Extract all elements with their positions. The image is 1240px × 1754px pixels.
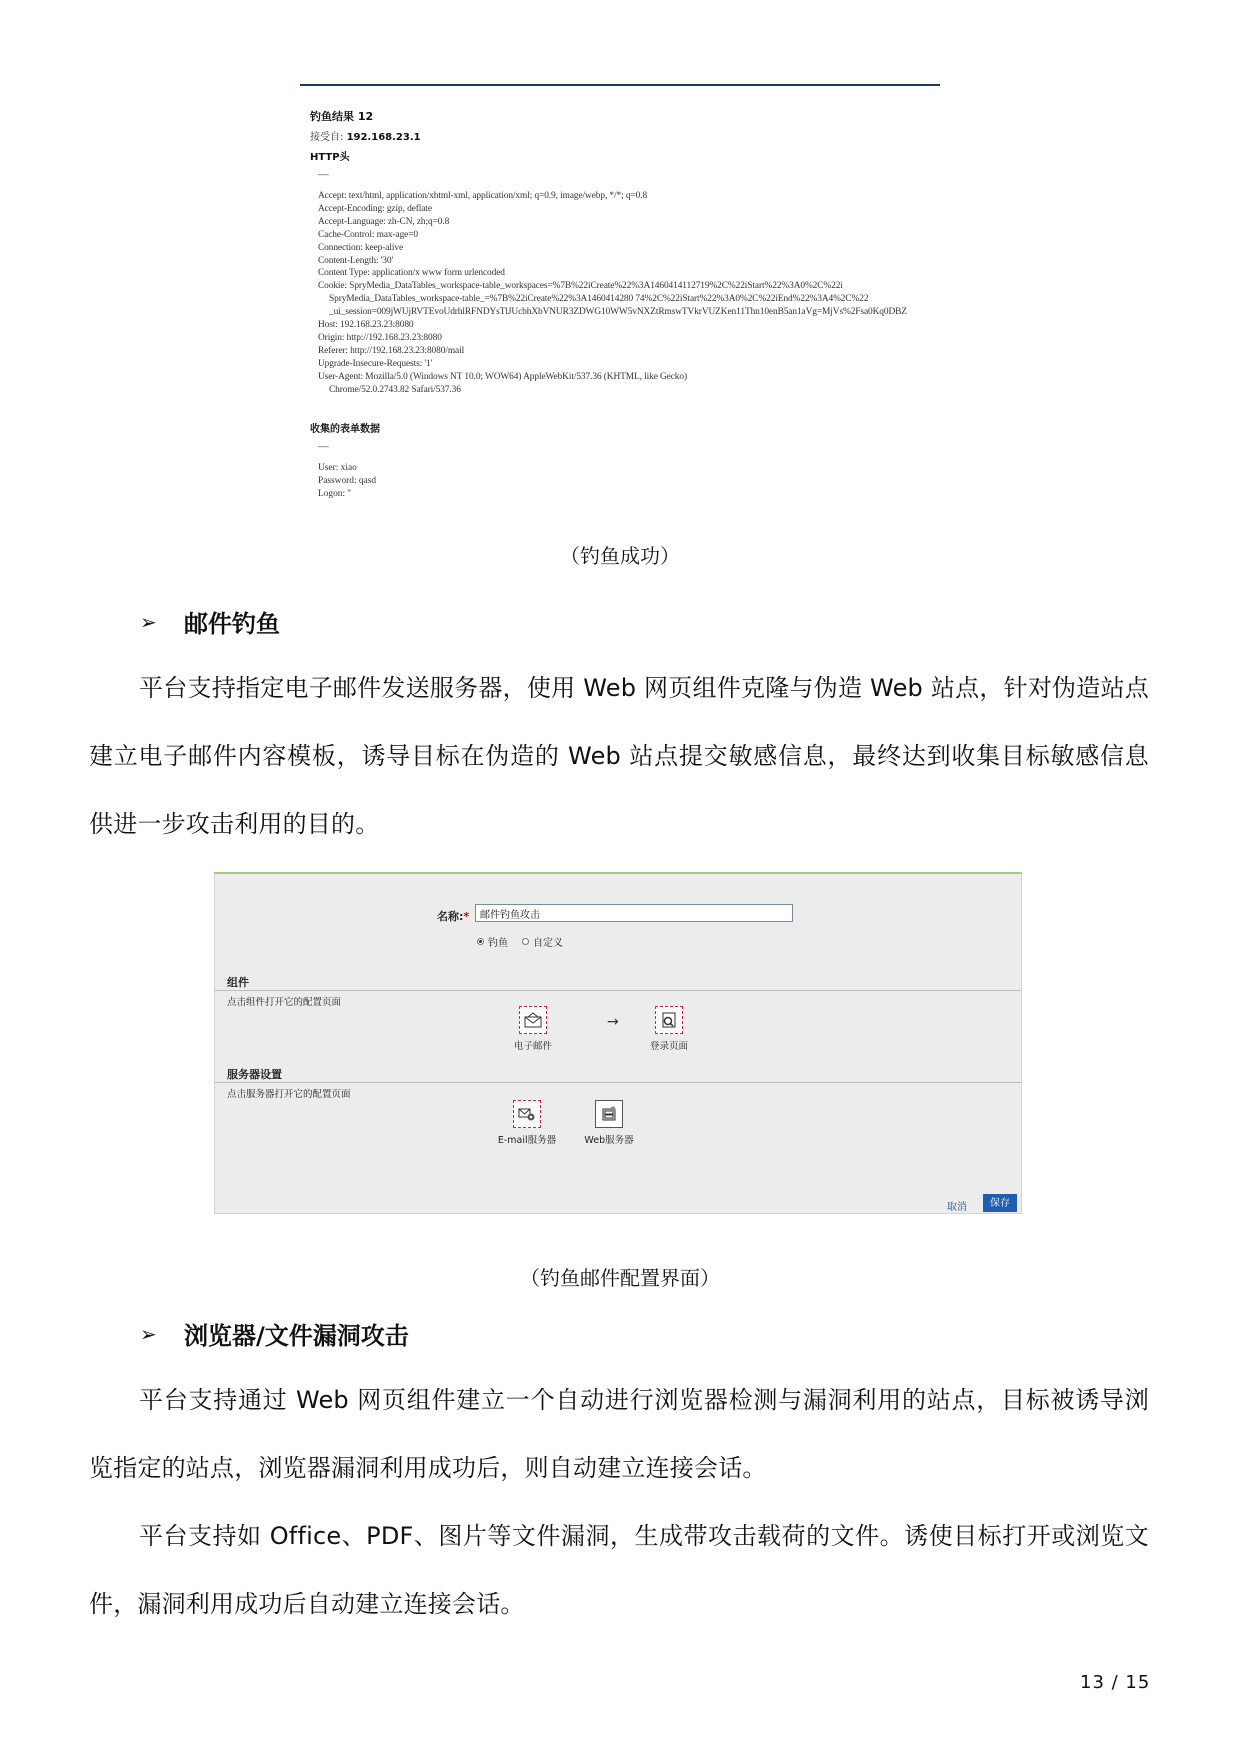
body-paragraph: 平台支持指定电子邮件发送服务器，使用 Web 网页组件克隆与伪造 Web 站点，针对伪造站点建立电子邮件内容模板，诱导目标在伪造的 Web 站点提交敏感信息，最终达到收集目标敏感信息供进一步攻击利用的目的。 bbox=[89, 674, 1149, 838]
email-server-icon[interactable] bbox=[513, 1100, 541, 1128]
form-field-line: Logon: '' bbox=[318, 488, 351, 499]
name-field-label bbox=[437, 908, 469, 924]
radio-label: 钓鱼 bbox=[488, 938, 508, 949]
body-paragraph: 平台支持通过 Web 网页组件建立一个自动进行浏览器检测与漏洞利用的站点，目标被诱导浏览指定的站点，浏览器漏洞利用成功后，则自动建立连接会话。 bbox=[89, 1386, 1149, 1482]
receive-label: 接受自: bbox=[310, 132, 344, 143]
component-email-tile[interactable] bbox=[497, 1006, 569, 1052]
web-server-icon[interactable] bbox=[595, 1100, 623, 1128]
login-page-icon[interactable] bbox=[655, 1006, 683, 1034]
header-line: Origin: http://192.168.23.23:8080 bbox=[318, 332, 442, 343]
header-line: User-Agent: Mozilla/5.0 (Windows NT 10.0; WOW64) AppleWebKit/537.36 (KHTML, like Gecko) bbox=[318, 371, 687, 382]
header-line: Accept-Encoding: gzip, deflate bbox=[318, 203, 432, 214]
bullet-arrow-icon: ➢ bbox=[140, 1321, 157, 1346]
figure-caption: （钓鱼邮件配置界面） bbox=[520, 1266, 720, 1290]
phishing-result-screenshot bbox=[300, 84, 940, 504]
radio-dot-icon[interactable] bbox=[522, 938, 529, 945]
header-line: Chrome/52.0.2743.82 Safari/537.36 bbox=[329, 384, 461, 395]
radio-phishing[interactable] bbox=[477, 934, 508, 949]
type-radio-group bbox=[477, 934, 563, 949]
email-server-tile[interactable] bbox=[487, 1100, 567, 1146]
phishing-email-config-panel bbox=[214, 872, 1022, 1214]
http-header-list bbox=[318, 190, 938, 397]
receive-ip: 192.168.23.1 bbox=[346, 132, 421, 143]
name-label-text: 名称: bbox=[437, 910, 464, 923]
required-marker: * bbox=[463, 910, 470, 923]
tile-label: Web服务器 bbox=[584, 1135, 634, 1146]
divider bbox=[215, 990, 1021, 991]
header-line: Cookie: SpryMedia_DataTables_workspace-table_workspaces=%7B%22iCreate%22%3A1460414112719%2C%22iStart%22%3A0%2C%22i bbox=[318, 281, 843, 292]
section-heading bbox=[140, 604, 280, 639]
header-line: Referer: http://192.168.23.23:8080/mail bbox=[318, 345, 465, 356]
save-button[interactable]: 保存 bbox=[983, 1194, 1017, 1212]
figure-caption: （钓鱼成功） bbox=[560, 544, 680, 568]
divider bbox=[300, 84, 940, 86]
header-line: Host: 192.168.23.23:8080 bbox=[318, 320, 414, 331]
header-line: _ui_session=009jWUjRVTEvoUdrhlRFNDYsTlJUcbhXbVNUR3ZDWG10WW5vNXZtRmswTVkrVUZKen11Thn10enB5an1aVg=MjVs%2Fsa0Kq0DBZ bbox=[329, 307, 907, 318]
form-field-line: User: xiao bbox=[318, 463, 357, 473]
radio-label: 自定义 bbox=[533, 938, 563, 949]
web-server-tile[interactable] bbox=[569, 1100, 649, 1146]
cancel-button[interactable]: 取消 bbox=[947, 1202, 967, 1213]
body-paragraph: 平台支持如 Office、PDF、图片等文件漏洞，生成带攻击载荷的文件。诱使目标打开或浏览文件，漏洞利用成功后自动建立连接会话。 bbox=[89, 1522, 1149, 1618]
form-data-label: 收集的表单数据 bbox=[310, 424, 380, 435]
header-line: Connection: keep-alive bbox=[318, 242, 404, 253]
receive-from bbox=[310, 128, 421, 143]
header-line: Content-Length: '30' bbox=[318, 255, 394, 266]
divider bbox=[215, 1082, 1021, 1083]
header-line: SpryMedia_DataTables_workspace-table_=%7B%22iCreate%22%3A1460414280 74%2C%22iStart%22%3A0%2C%22iEnd%22%3A4%2C%22 bbox=[329, 294, 869, 305]
component-login-page-tile[interactable] bbox=[633, 1006, 705, 1052]
header-line: Accept: text/html, application/xhtml-xml, application/xml; q=0.9, image/webp, */*; q=0.8 bbox=[318, 191, 648, 201]
components-group-title: 组件 bbox=[227, 976, 249, 989]
section-title: 浏览器/文件漏洞攻击 bbox=[184, 1322, 409, 1350]
components-hint: 点击组件打开它的配置页面 bbox=[227, 997, 342, 1008]
page-number: 13 / 15 bbox=[1080, 1672, 1151, 1693]
server-hint: 点击服务器打开它的配置页面 bbox=[227, 1089, 351, 1100]
form-data-list bbox=[318, 462, 376, 501]
tile-label: E-mail服务器 bbox=[497, 1135, 557, 1146]
form-field-line: Password: qasd bbox=[318, 475, 377, 486]
header-line: Cache-Control: max-age=0 bbox=[318, 229, 418, 240]
radio-custom[interactable] bbox=[522, 934, 563, 949]
server-group-title: 服务器设置 bbox=[227, 1068, 282, 1081]
name-input[interactable] bbox=[475, 904, 793, 922]
http-header-label: HTTP头 bbox=[310, 152, 350, 163]
header-separator: —— bbox=[318, 170, 329, 180]
tile-label: 电子邮件 bbox=[513, 1041, 552, 1052]
header-line: Accept-Language: zh-CN, zh;q=0.8 bbox=[318, 216, 450, 227]
bullet-arrow-icon: ➢ bbox=[140, 609, 157, 634]
email-icon[interactable] bbox=[519, 1006, 547, 1034]
result-title: 钓鱼结果 12 bbox=[310, 110, 374, 123]
header-line: Upgrade-Insecure-Requests: '1' bbox=[318, 358, 433, 369]
radio-dot-icon[interactable] bbox=[477, 938, 484, 945]
flow-arrow-icon: → bbox=[607, 1014, 619, 1030]
section-title: 邮件钓鱼 bbox=[184, 610, 280, 638]
form-separator: —— bbox=[318, 442, 329, 452]
header-line: Content Type: application/x www form urlencoded bbox=[318, 268, 505, 279]
section-heading bbox=[140, 1316, 409, 1351]
tile-label: 登录页面 bbox=[649, 1041, 688, 1052]
